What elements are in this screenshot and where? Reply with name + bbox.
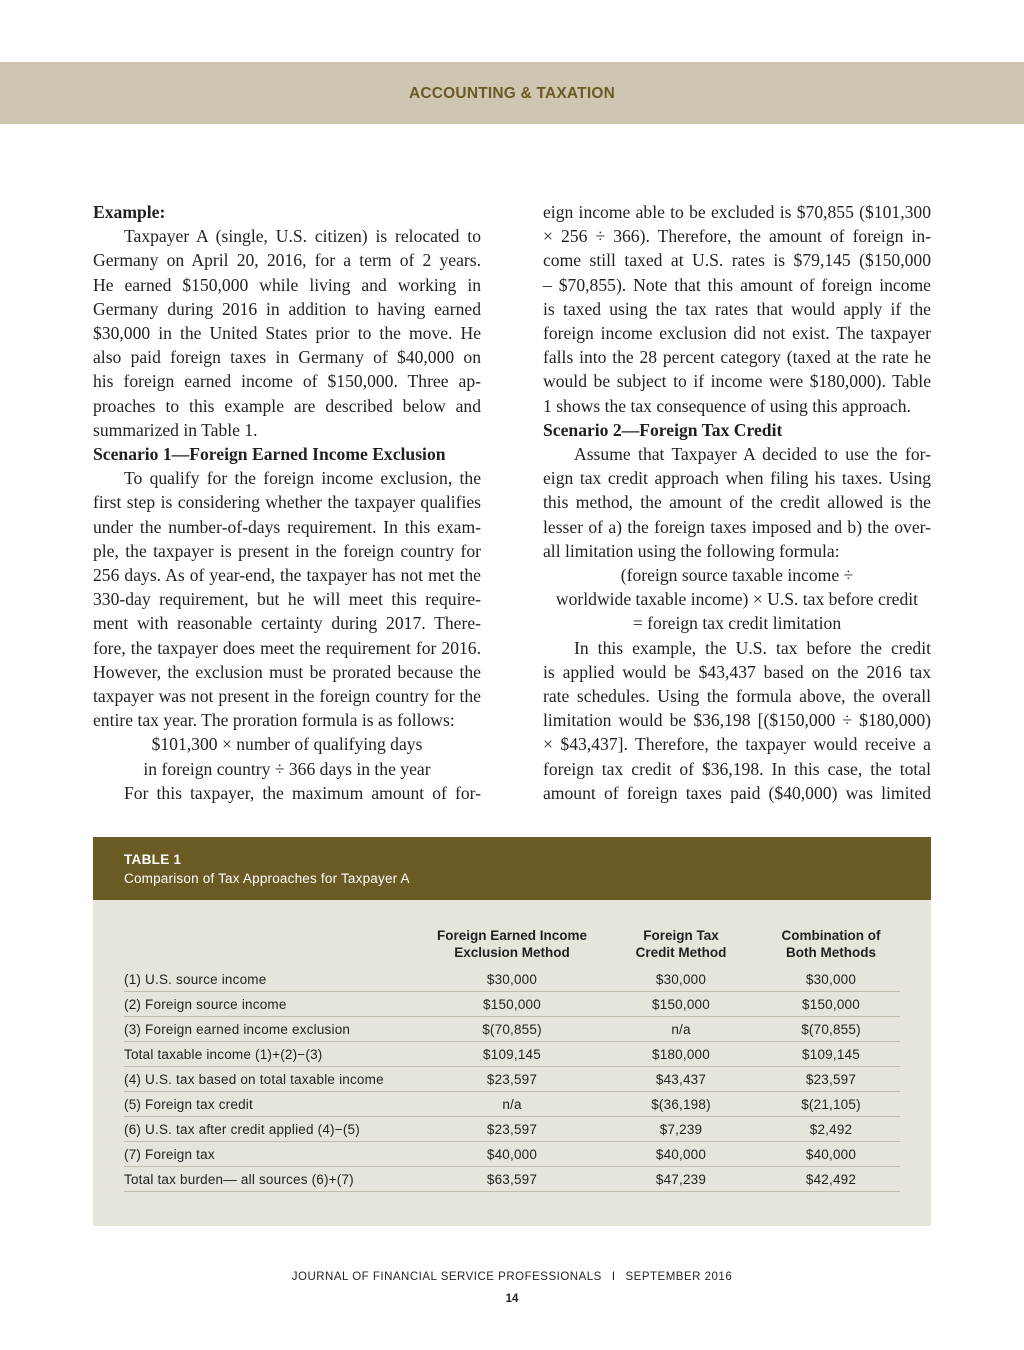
text-line: 1 shows the tax consequence of using this approach. xyxy=(543,395,911,416)
table-cell: $150,000 xyxy=(762,992,900,1017)
page-footer xyxy=(0,1271,1024,1283)
row-label: (2) Foreign source income xyxy=(124,992,424,1017)
table-cell: $180,000 xyxy=(600,1042,762,1067)
text-line: foreign income exclusion did not exist. The taxpayer xyxy=(543,323,931,344)
text-line: first step is considering whether the taxpayer qualifies xyxy=(93,492,481,513)
row-label-header xyxy=(124,927,424,967)
text-line: Assume that Taxpayer A decided to use the for- xyxy=(574,444,931,465)
row-label: (4) U.S. tax based on total taxable income xyxy=(124,1067,424,1092)
column-header-line: Foreign Earned Income xyxy=(436,928,588,943)
text-line: limitation would be $36,198 [($150,000 ÷ $180,000) xyxy=(543,710,931,731)
text-line: ment with reasonable certainty during 2017. There- xyxy=(93,613,481,634)
text-line: under the number-of-days requirement. In this exam- xyxy=(93,516,481,537)
text-line: Taxpayer A (single, U.S. citizen) is relocated to xyxy=(124,226,481,247)
article-column-right xyxy=(543,200,931,805)
row-label: (6) U.S. tax after credit applied (4)−(5) xyxy=(124,1117,424,1142)
column-header-credit xyxy=(600,927,762,967)
table-cell: $40,000 xyxy=(424,1142,600,1167)
section-heading: Example: xyxy=(93,202,166,222)
section-heading: Scenario 1—Foreign Earned Income Exclusion xyxy=(93,444,446,465)
table-row xyxy=(124,1017,900,1042)
table-cell: $40,000 xyxy=(600,1142,762,1167)
text-line: To qualify for the foreign income exclusion, the xyxy=(124,468,481,489)
text-line: eign tax credit approach when filing his taxes. Using xyxy=(543,468,931,489)
text-line: this method, the amount of the credit allowed is the xyxy=(543,492,931,513)
table-cell: $(70,855) xyxy=(762,1017,900,1042)
text-line: – $70,855). Note that this amount of foreign income xyxy=(543,274,931,295)
text-line: 330-day requirement, but he will meet this require- xyxy=(93,589,481,610)
table-cell: $(36,198) xyxy=(600,1092,762,1117)
table-cell: $150,000 xyxy=(424,992,600,1017)
table-row xyxy=(124,1167,900,1192)
table-label: TABLE 1 xyxy=(124,852,182,867)
text-line: × $43,437]. Therefore, the taxpayer would receive a xyxy=(543,734,931,755)
table-cell: $40,000 xyxy=(762,1142,900,1167)
formula-line: $101,300 × number of qualifying days xyxy=(151,734,423,755)
text-line: × 256 ÷ 366). Therefore, the amount of foreign in- xyxy=(543,226,931,247)
text-line: He earned $150,000 while living and working in xyxy=(93,274,481,295)
table-cell: $43,437 xyxy=(600,1067,762,1092)
text-line: falls into the 28 percent category (taxed at the rate he xyxy=(543,347,931,368)
text-line: $30,000 in the United States prior to the move. He xyxy=(93,323,481,344)
text-line: is applied would be $43,437 based on the 2016 tax xyxy=(543,661,931,682)
text-line: is taxed using the tax rates that would apply if the xyxy=(543,298,931,319)
comparison-table xyxy=(124,927,900,1192)
formula-line: worldwide taxable income) × U.S. tax before credit xyxy=(555,589,919,610)
text-line: ple, the taxpayer is present in the foreign country for xyxy=(93,540,481,561)
text-line: also paid foreign taxes in Germany of $40,000 on xyxy=(93,347,481,368)
column-header-combination xyxy=(762,927,900,967)
column-header-exclusion xyxy=(424,927,600,967)
table-row xyxy=(124,1092,900,1117)
text-line: However, the exclusion must be prorated because the xyxy=(93,661,481,682)
table-row xyxy=(124,1042,900,1067)
text-line: would be subject to if income were $180,000). Table xyxy=(543,371,931,392)
row-label: (1) U.S. source income xyxy=(124,967,424,992)
table-header-row xyxy=(124,927,900,967)
table-row xyxy=(124,1067,900,1092)
text-line: entire tax year. The proration formula is as follows: xyxy=(93,710,455,731)
table-cell: $23,597 xyxy=(424,1067,600,1092)
table-1-box xyxy=(93,837,931,1226)
text-line: summarized in Table 1. xyxy=(93,419,258,440)
table-cell: n/a xyxy=(600,1017,762,1042)
text-line: fore, the taxpayer does meet the requirement for 2016. xyxy=(93,637,481,658)
row-label: (5) Foreign tax credit xyxy=(124,1092,424,1117)
text-line: In this example, the U.S. tax before the credit xyxy=(574,637,931,658)
section-heading: Scenario 2—Foreign Tax Credit xyxy=(543,419,783,440)
text-line: his foreign earned income of $150,000. Three ap- xyxy=(93,371,481,392)
text-line: eign income able to be excluded is $70,855 ($101,300 xyxy=(543,202,931,222)
column-header-line: Combination of xyxy=(781,928,881,943)
table-row xyxy=(124,992,900,1017)
footer-separator: I xyxy=(611,1271,616,1283)
table-cell: $2,492 xyxy=(762,1117,900,1142)
column-header-line: Both Methods xyxy=(786,945,876,960)
table-row xyxy=(124,967,900,992)
text-line: taxpayer was not present in the foreign country for the xyxy=(93,686,481,707)
section-title: ACCOUNTING & TAXATION xyxy=(409,85,615,102)
row-label: Total taxable income (1)+(2)−(3) xyxy=(124,1042,424,1067)
text-line: all limitation using the following formula: xyxy=(543,540,840,561)
table-1-header xyxy=(93,837,931,900)
formula-line: = foreign tax credit limitation xyxy=(632,613,842,634)
journal-name: JOURNAL OF FINANCIAL SERVICE PROFESSIONALS xyxy=(291,1271,602,1283)
text-line: Germany during 2016 in addition to having earned xyxy=(93,298,481,319)
table-cell: $30,000 xyxy=(424,967,600,992)
text-line: amount of foreign taxes paid ($40,000) was limited xyxy=(543,782,931,803)
text-line: For this taxpayer, the maximum amount of for- xyxy=(124,782,481,803)
page-number: 14 xyxy=(505,1293,519,1305)
table-cell: $7,239 xyxy=(600,1117,762,1142)
article-column-left xyxy=(93,200,481,805)
text-line: Germany on April 20, 2016, for a term of 2 years. xyxy=(93,250,481,271)
table-row xyxy=(124,1117,900,1142)
column-header-line: Credit Method xyxy=(635,945,727,960)
table-cell: $23,597 xyxy=(762,1067,900,1092)
formula-line: in foreign country ÷ 366 days in the year xyxy=(143,758,431,779)
table-cell: $150,000 xyxy=(600,992,762,1017)
table-caption: Comparison of Tax Approaches for Taxpayer A xyxy=(124,871,410,886)
table-row xyxy=(124,1142,900,1167)
table-cell: $(70,855) xyxy=(424,1017,600,1042)
issue-date: SEPTEMBER 2016 xyxy=(625,1271,733,1283)
text-line: rate schedules. Using the formula above, the overall xyxy=(543,686,931,707)
table-cell: $30,000 xyxy=(762,967,900,992)
text-line: proaches to this example are described below and xyxy=(93,395,481,416)
table-cell: $23,597 xyxy=(424,1117,600,1142)
column-header-line: Foreign Tax xyxy=(643,928,719,943)
table-cell: $47,239 xyxy=(600,1167,762,1192)
column-header-line: Exclusion Method xyxy=(454,945,570,960)
table-cell: $30,000 xyxy=(600,967,762,992)
formula-line: (foreign source taxable income ÷ xyxy=(620,565,854,586)
text-line: 256 days. As of year-end, the taxpayer has not met the xyxy=(93,565,481,586)
table-cell: n/a xyxy=(424,1092,600,1117)
table-body xyxy=(124,967,900,1192)
row-label: (3) Foreign earned income exclusion xyxy=(124,1017,424,1042)
text-line: foreign tax credit of $36,198. In this case, the total xyxy=(543,758,931,779)
text-line: lesser of a) the foreign taxes imposed and b) the over- xyxy=(543,516,931,537)
row-label: (7) Foreign tax xyxy=(124,1142,424,1167)
table-cell: $42,492 xyxy=(762,1167,900,1192)
table-cell: $63,597 xyxy=(424,1167,600,1192)
row-label: Total tax burden— all sources (6)+(7) xyxy=(124,1167,424,1192)
table-cell: $109,145 xyxy=(762,1042,900,1067)
table-cell: $109,145 xyxy=(424,1042,600,1067)
table-cell: $(21,105) xyxy=(762,1092,900,1117)
text-line: come still taxed at U.S. rates is $79,145 ($150,000 xyxy=(543,250,931,271)
